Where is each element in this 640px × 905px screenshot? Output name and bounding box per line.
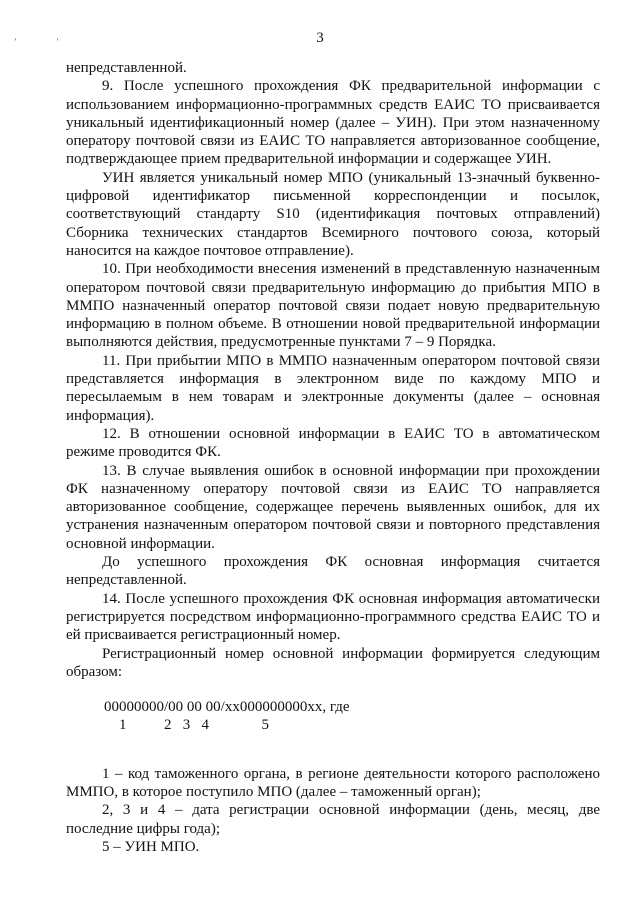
paragraph: 14. После успешного прохождения ФК основная информация автоматически регистрируется посредством информационно-программного средства ЕАИС ТО и ей присваивается регистрационный номер. [66,590,600,644]
page-number: 3 [316,30,324,46]
paragraph: непредставленной. [66,60,187,76]
paragraph: 9. После успешного прохождения ФК предварительной информации с использованием информационно-программных средств ЕАИС ТО присваивается уникальный идентификационный номер (далее – УИН). При этом назначенному оператору почтовой связи из ЕАИС ТО направляется авторизованное сообщение, подтверждающее прием предварительной информации и содержащее УИН. [66,78,600,168]
paragraph: УИН является уникальный номер МПО (уникальный 13-значный буквенно-цифровой идентификатор письменной корреспонденции и посылок, соответствующий стандарту S10 (идентификация почтовых отправлений) Сборника технических стандартов Всемирного почтового союза, который наносится на каждое почтовое отправление). [66,169,600,259]
paragraph: 10. При необходимости внесения изменений в представленную назначенным оператором почтовой связи предварительную информацию до прибытия МПО в ММПО назначенный оператор почтовой связи подает новую предварительную информацию в полном объеме. В отношении новой предварительной информации выполняются действия, предусмотренные пунктами 7 – 9 Порядка. [66,261,600,351]
paragraph: До успешного прохождения ФК основная информация считается непредставленной. [66,554,600,589]
registration-number-indices: 1 2 3 4 5 [104,717,269,734]
legend-item: 1 – код таможенного органа, в регионе деятельности которого расположено ММПО, в которое поступило МПО (далее – таможенный орган); [66,765,600,800]
scan-mark: ’ [14,38,17,48]
paragraph: 12. В отношении основной информации в ЕАИС ТО в автоматическом режиме проводится ФК. [66,425,600,461]
paragraph: Регистрационный номер основной информации формируется следующим образом: [66,645,600,680]
legend-item: 2, 3 и 4 – дата регистрации основной информации (день, месяц, две последние цифры года); [66,802,600,837]
paragraph: 13. В случае выявления ошибок в основной информации при прохождении ФК назначенному оператору почтовой связи из ЕАИС ТО направляется авторизованное сообщение, содержащее перечень выявленных ошибок, для их устранения назначенным оператором почтовой связи и повторного представления основной информации. [66,462,600,552]
scan-mark: ’ [56,38,59,48]
registration-number-pattern: 00000000/00 00 00/хх000000000хх, где [104,699,350,716]
document-body [66,59,600,856]
paragraph: 11. При прибытии МПО в ММПО назначенным оператором почтовой связи представляется информация в электронном виде по каждому МПО и пересылаемым в нем товарам и электронные документы (далее – основная информация). [66,352,600,424]
legend-item: 5 – УИН МПО. [102,838,200,855]
